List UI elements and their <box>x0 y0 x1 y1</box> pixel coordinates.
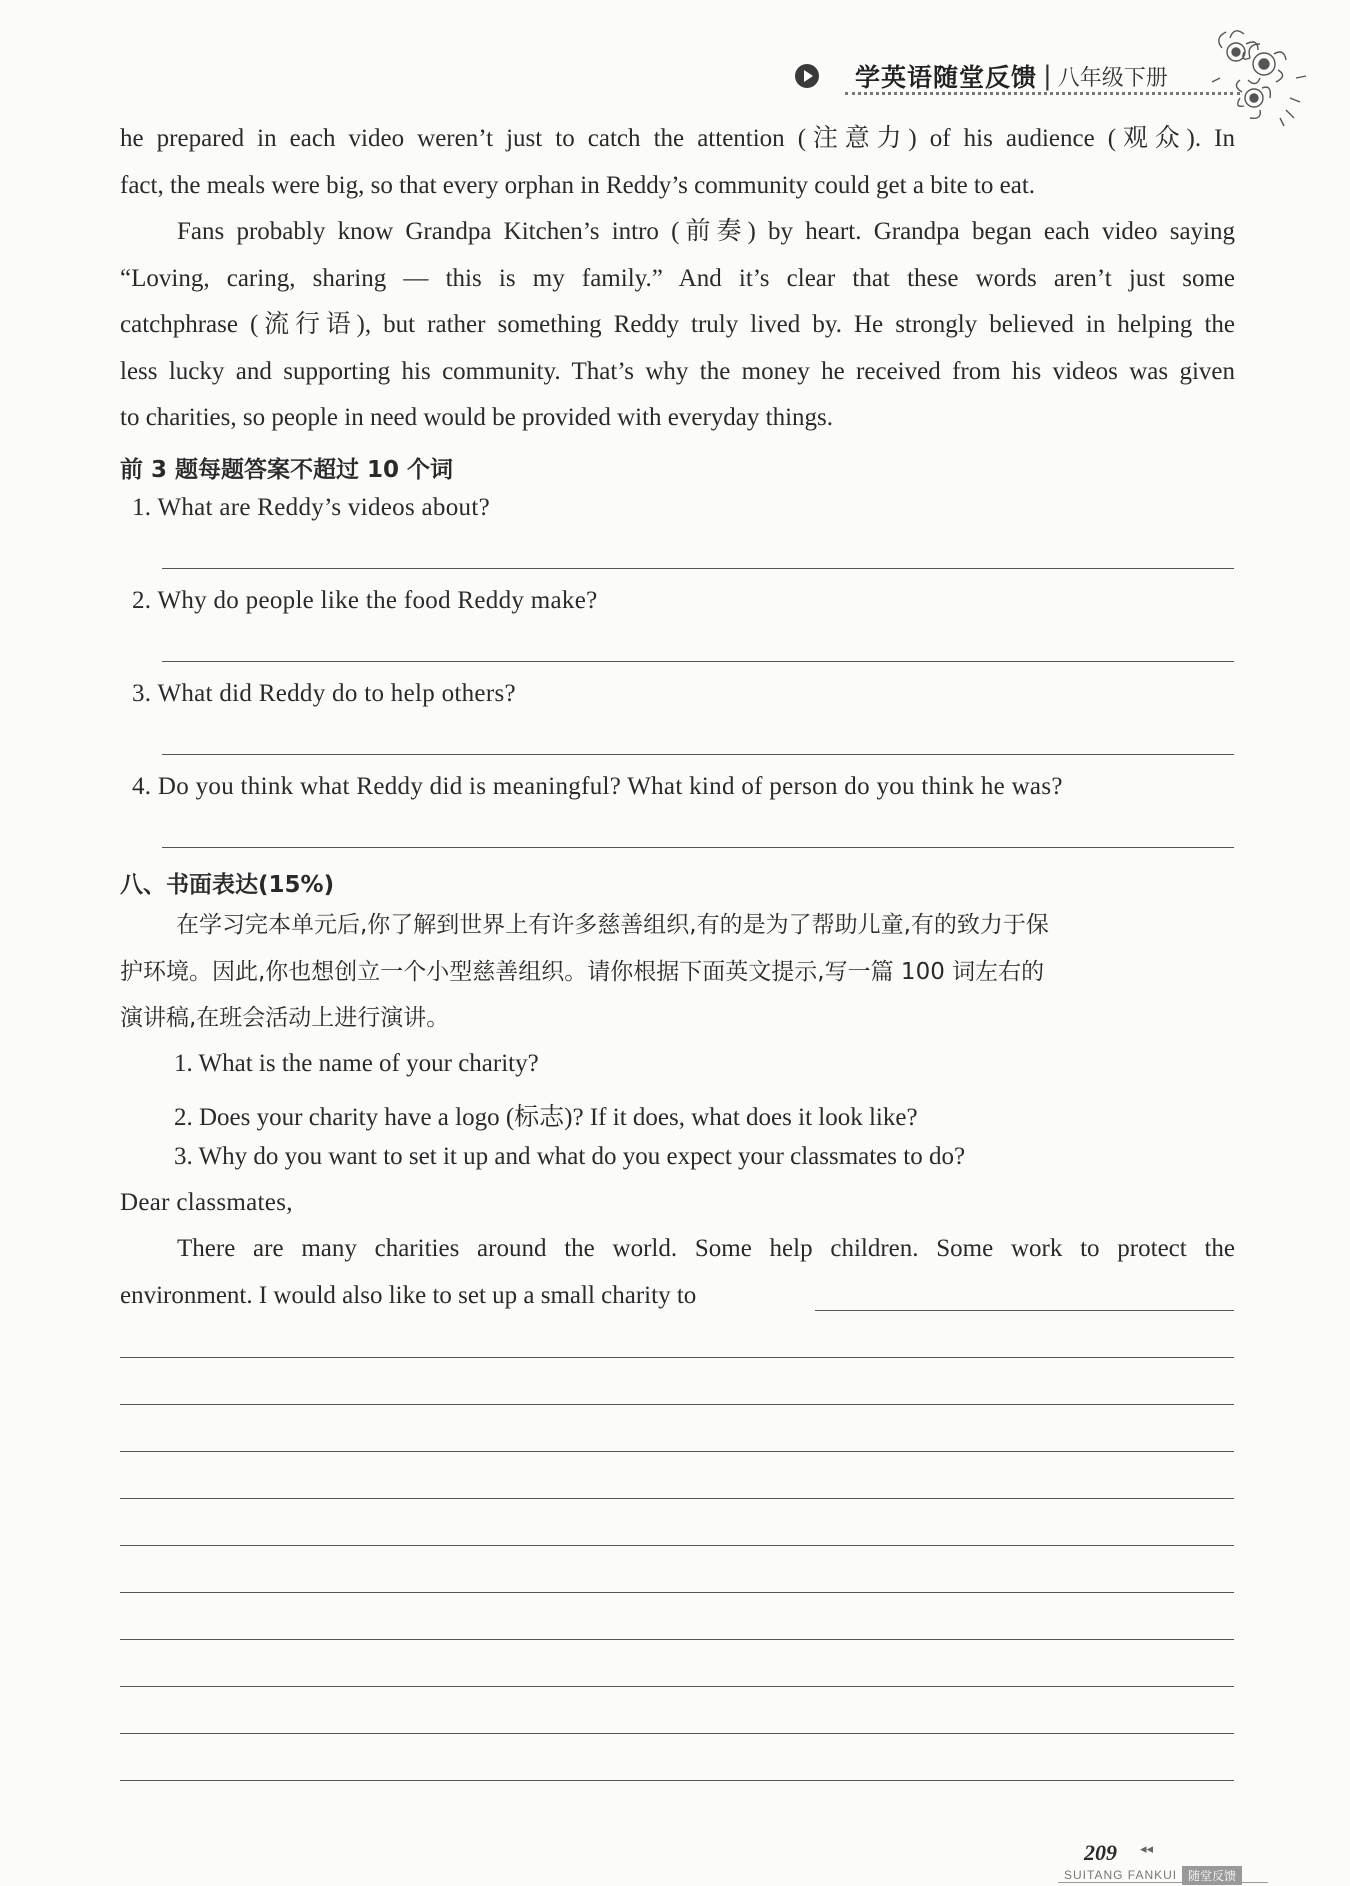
book-title: 学英语随堂反馈 <box>855 63 1038 92</box>
brand-en: SUITANG FANKUI <box>1064 1868 1178 1882</box>
writing-line[interactable] <box>120 1545 1234 1546</box>
writing-line[interactable] <box>120 1733 1234 1734</box>
writing-starter <box>120 1226 1235 1319</box>
salutation: Dear classmates, <box>120 1189 293 1216</box>
page-header <box>795 58 1168 94</box>
brand-zh: 随堂反馈 <box>1182 1866 1242 1885</box>
passage-line: he prepared in each video weren’t just to catch the attention (注意力) of his audience (观众). In <box>120 125 1235 152</box>
page-arrows-icon: ◂◂ <box>1140 1842 1154 1857</box>
passage-line: less lucky and supporting his community. That’s why the money he received from his videos was given <box>120 357 1235 385</box>
writing-line-starter[interactable] <box>815 1310 1234 1311</box>
prompt-line: 演讲稿,在班会活动上进行演讲。 <box>120 1005 450 1031</box>
questions-instruction: 前 3 题每题答案不超过 10 个词 <box>120 457 454 483</box>
passage-line: Fans probably know Grandpa Kitchen’s intro (前奏) by heart. Grandpa began each video saying <box>177 218 1235 245</box>
writing-line[interactable] <box>120 1639 1234 1640</box>
grade-label: 八年级下册 <box>1057 65 1168 91</box>
header-dotted-rule <box>845 92 1240 95</box>
prompt-line: 在学习完本单元后,你了解到世界上有许多慈善组织,有的是为了帮助儿童,有的致力于保 <box>176 912 1049 938</box>
writing-line[interactable] <box>120 1592 1234 1593</box>
question-2: 2. Why do people like the food Reddy make? <box>132 587 598 614</box>
writing-line[interactable] <box>120 1686 1234 1687</box>
passage-line: to charities, so people in need would be provided with everyday things. <box>120 404 834 431</box>
question-3: 3. What did Reddy do to help others? <box>132 680 516 707</box>
answer-line-3[interactable] <box>162 754 1234 755</box>
writing-line[interactable] <box>120 1780 1234 1781</box>
writing-prompt <box>120 902 1235 1042</box>
passage-paragraph-1 <box>120 116 1235 209</box>
writing-hint-1: 1. What is the name of your charity? <box>174 1050 539 1077</box>
answer-line-1[interactable] <box>162 568 1234 569</box>
header-separator: | <box>1043 61 1052 91</box>
passage-line: catchphrase (流行语), but rather something Reddy truly lived by. He strongly believed in helping the <box>120 311 1235 338</box>
question-4: 4. Do you think what Reddy did is meaningful? What kind of person do you think he was? <box>132 773 1063 800</box>
passage-line: “Loving, caring, sharing — this is my family.” And it’s clear that these words aren’t just some <box>120 264 1235 292</box>
footer-brand <box>1058 1866 1268 1884</box>
starter-line: environment. I would also like to set up a small charity to <box>120 1281 697 1309</box>
writing-section-title: 八、书面表达(15%) <box>120 872 335 898</box>
writing-hint-2: 2. Does your charity have a logo (标志)? If it does, what does it look like? <box>174 1104 918 1131</box>
passage-paragraph-2 <box>120 209 1235 442</box>
writing-line[interactable] <box>120 1404 1234 1405</box>
flower-decoration-icon <box>1200 18 1310 128</box>
question-1: 1. What are Reddy’s videos about? <box>132 494 490 521</box>
writing-line[interactable] <box>120 1498 1234 1499</box>
writing-hint-3: 3. Why do you want to set it up and what do you expect your classmates to do? <box>174 1143 966 1170</box>
passage-line: fact, the meals were big, so that every orphan in Reddy’s community could get a bite to eat. <box>120 171 1036 199</box>
starter-line: There are many charities around the world. Some help children. Some work to protect the <box>177 1235 1235 1262</box>
answer-line-2[interactable] <box>162 661 1234 662</box>
footer-rule <box>1058 1882 1268 1883</box>
play-icon <box>795 64 819 88</box>
page-number: 209 <box>1084 1840 1117 1865</box>
writing-line[interactable] <box>120 1357 1234 1358</box>
answer-line-4[interactable] <box>162 847 1234 848</box>
writing-line[interactable] <box>120 1451 1234 1452</box>
prompt-line: 护环境。因此,你也想创立一个小型慈善组织。请你根据下面英文提示,写一篇 100 词左右的 <box>120 958 1045 985</box>
